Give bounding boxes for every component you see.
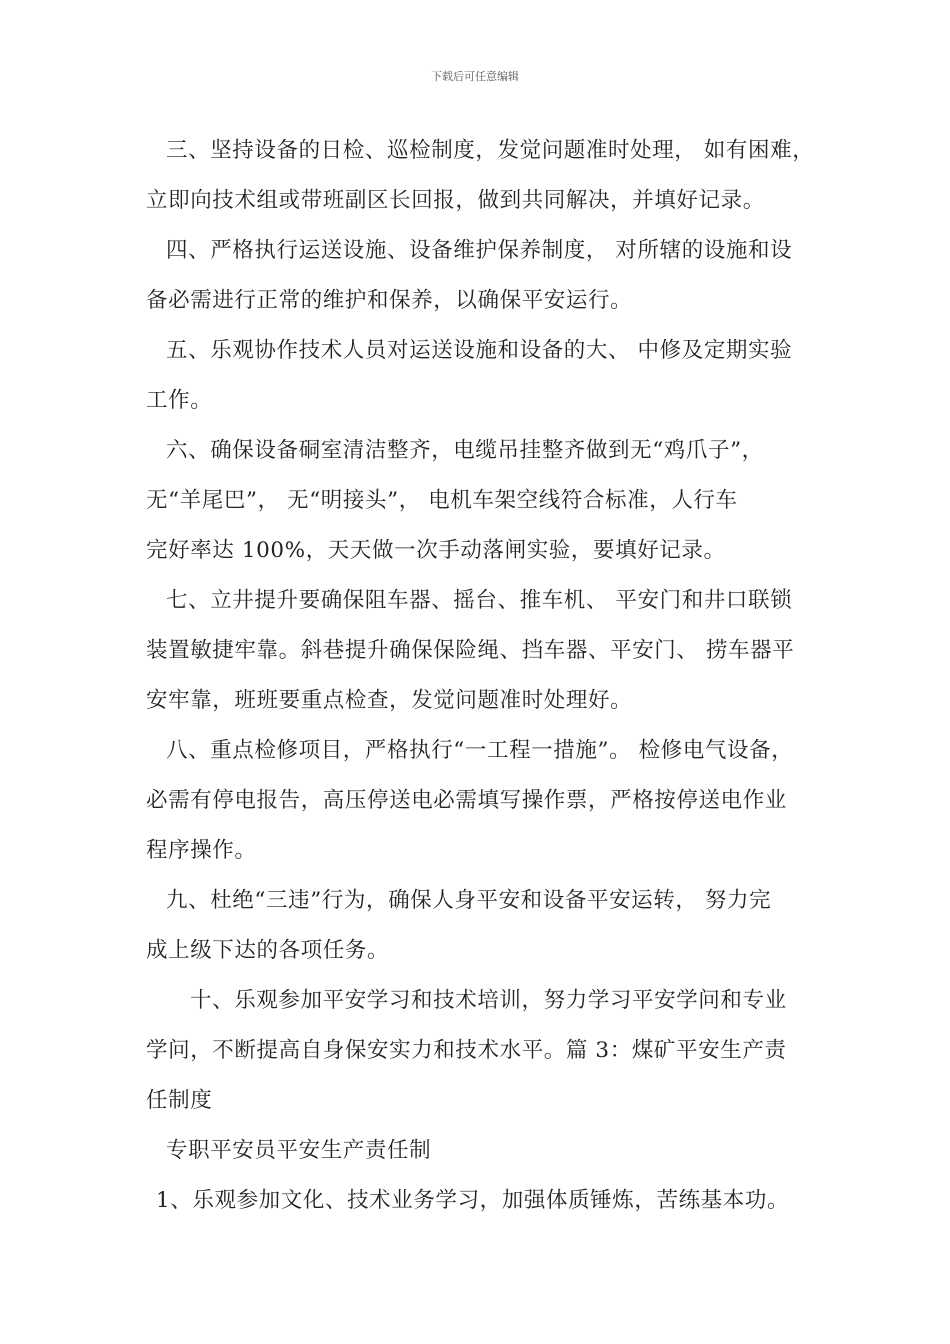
text-line: 五、乐观协作技术人员对运送设施和设备的大、 中修及定期实验 [166, 338, 793, 363]
text-line: 学问，不断提高自身保安实力和技术水平。篇 3：煤矿平安生产责 [146, 1038, 787, 1063]
text-line: 安牢靠，班班要重点检查，发觉问题准时处理好。 [146, 688, 633, 713]
text-line: 工作。 [146, 388, 213, 413]
page-header: 下载后可任意编辑 [431, 70, 519, 83]
text-line: 八、重点检修项目，严格执行“一工程一措施”。 检修电气设备， [166, 738, 794, 763]
text-line: 任制度 [146, 1088, 213, 1113]
text-line: 完好率达 100%，天天做一次手动落闸实验，要填好记录。 [146, 538, 726, 563]
text-line: 三、坚持设备的日检、巡检制度，发觉问题准时处理， 如有困难， [166, 138, 815, 163]
text-line: 七、立井提升要确保阻车器、摇台、推车机、 平安门和井口联锁 [166, 588, 793, 613]
text-line: 成上级下达的各项任务。 [146, 938, 390, 963]
text-line: 程序操作。 [146, 838, 257, 863]
text-line: 立即向技术组或带班副区长回报，做到共同解决，并填好记录。 [146, 188, 765, 213]
text-line: 六、确保设备硐室清洁整齐，电缆吊挂整齐做到无“鸡爪子”， [166, 438, 764, 463]
text-line: 必需有停电报告，高压停送电必需填写操作票，严格按停送电作业 [146, 788, 787, 813]
text-line: 1、乐观参加文化、技术业务学习，加强体质锤炼，苦练基本功。 [156, 1188, 790, 1213]
text-line: 无“羊尾巴”， 无“明接头”， 电机车架空线符合标准，人行车 [146, 488, 738, 513]
text-line: 九、杜绝“三违”行为，确保人身平安和设备平安运转， 努力完 [166, 888, 772, 913]
text-line: 十、乐观参加平安学习和技术培训，努力学习平安学问和专业 [190, 988, 787, 1013]
text-line: 四、严格执行运送设施、设备维护保养制度， 对所辖的设施和设 [166, 238, 793, 263]
section-heading: 专职平安员平安生产责任制 [166, 1138, 432, 1163]
text-line: 备必需进行正常的维护和保养，以确保平安运行。 [146, 288, 633, 313]
text-line: 装置敏捷牢靠。斜巷提升确保保险绳、挡车器、平安门、 捞车器平 [146, 638, 795, 663]
